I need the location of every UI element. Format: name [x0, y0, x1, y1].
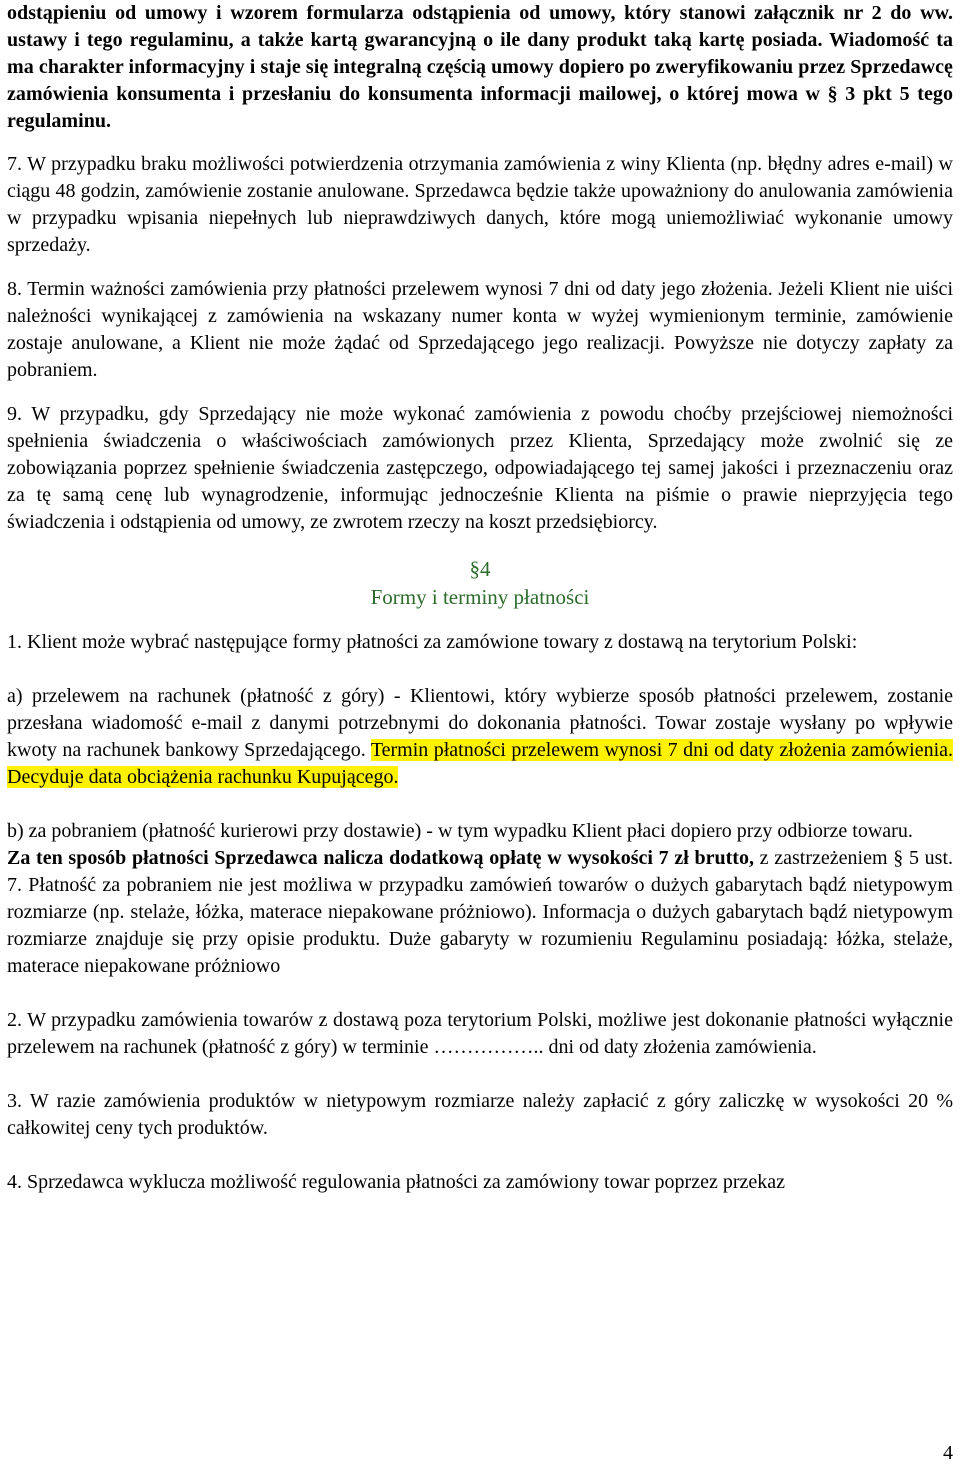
- paragraph-point-9: 9. W przypadku, gdy Sprzedający nie może wykonać zamówienia z powodu choćby przejściowej niemożności spełnienia świadczenia o właściwościach zamówionych przez Klienta, Sprzedający może zwolnić się ze zobowiązania poprzez spełnienie świadczenia zastępczego, odpowiadającego tej samej jakości i przeznaczeniu oraz za tę samą cenę lub wynagrodzenie, informując jednocześnie Klienta na piśmie o prawie nieprzyjęcia tego świadczenia i odstąpienia od umowy, ze zwrotem rzeczy na koszt przedsiębiorcy.: [7, 403, 953, 533]
- payment-point-1: 1. Klient może wybrać następujące formy płatności za zamówione towary z dostawą na terytorium Polski:: [7, 631, 858, 653]
- page-number: 4: [943, 1442, 953, 1464]
- section-number: §4: [469, 557, 491, 581]
- cod-fee-notice: Za ten sposób płatności Sprzedawca nalicza dodatkową opłatę w wysokości 7 zł brutto,: [7, 847, 754, 869]
- payment-option-b: b) za pobraniem (płatność kurierowi przy dostawie) - w tym wypadku Klient płaci dopiero przy odbiorze towaru.: [7, 820, 913, 842]
- paragraph-point-7: 7. W przypadku braku możliwości potwierdzenia otrzymania zamówienia z winy Klienta (np. błędny adres e-mail) w ciągu 48 godzin, zamówienie zostanie anulowane. Sprzedawca będzie także upoważniony do anulowania zamówienia w przypadku wpisania niepełnych lub nieprawdziwych danych, które mogą uniemożliwiać wykonanie umowy sprzedaży.: [7, 153, 953, 256]
- section-title: Formy i terminy płatności: [370, 585, 590, 609]
- paragraph-point-8: 8. Termin ważności zamówienia przy płatności przelewem wynosi 7 dni od daty jego złożenia. Jeżeli Klient nie uiści należności wynikającej z zamówienia na wskazany numer konta w wyżej wymienionym terminie, zamówienie zostaje anulowane, a Klient nie może żądać od Sprzedającego jego realizacji. Powyższe nie dotyczy zapłaty za pobraniem.: [7, 278, 953, 381]
- payment-point-3: 3. W razie zamówienia produktów w nietypowym rozmiarze należy zapłacić z góry zaliczkę w wysokości 20 % całkowitej ceny tych produktów.: [7, 1090, 953, 1139]
- payment-point-4: 4. Sprzedawca wyklucza możliwość regulowania płatności za zamówiony towar poprzez przekaz: [7, 1171, 786, 1193]
- section-heading: [7, 555, 953, 611]
- payment-option-b-fee: [7, 845, 953, 980]
- payment-option-a: [7, 683, 953, 791]
- highlighted-payment-term: Termin płatności przelewem wynosi 7 dni od daty złożenia zamówienia. Decyduje data obciążenia rachunku Kupującego.: [7, 739, 954, 788]
- payment-point-2: 2. W przypadku zamówienia towarów z dostawą poza terytorium Polski, możliwe jest dokonanie płatności wyłącznie przelewem na rachunek (płatność z góry) w terminie …………….. dni od daty złożenia zamówienia.: [7, 1009, 953, 1058]
- intro-paragraph: odstąpieniu od umowy i wzorem formularza odstąpienia od umowy, który stanowi załącznik nr 2 do ww. ustawy i tego regulaminu, a także kartą gwarancyjną o ile dany produkt taką kartę posiada. Wiadomość ta ma charakter informacyjny i staje się integralną częścią umowy dopiero po zweryfikowaniu przez Sprzedawcę zamówienia konsumenta i przesłaniu do konsumenta informacji mailowej, o której mowa w § 3 pkt 5 tego regulaminu.: [7, 2, 953, 132]
- payment-option-a-text: a) przelewem na rachunek (płatność z góry) - Klientowi, który wybierze sposób płatności przelewem, zostanie przesłana wiadomość e-mail z danymi potrzebnymi do dokonania płatności. Towar zostaje wysłany po wpływie kwoty na rachunek bankowy Sprzedającego.: [7, 685, 953, 761]
- cod-fee-details: z zastrzeżeniem § 5 ust. 7. Płatność za pobraniem nie jest możliwa w przypadku zamówień towarów o dużych gabarytach bądź nietypowym rozmiarze (np. stelaże, łóżka, materace niepakowane próżniowo). Informacja o dużych gabarytach bądź nietypowym rozmiarze znajduje się przy opisie produktu. Duże gabaryty w rozumieniu Regulaminu posiadają: łóżka, stelaże, materace niepakowane próżniowo: [7, 847, 953, 977]
